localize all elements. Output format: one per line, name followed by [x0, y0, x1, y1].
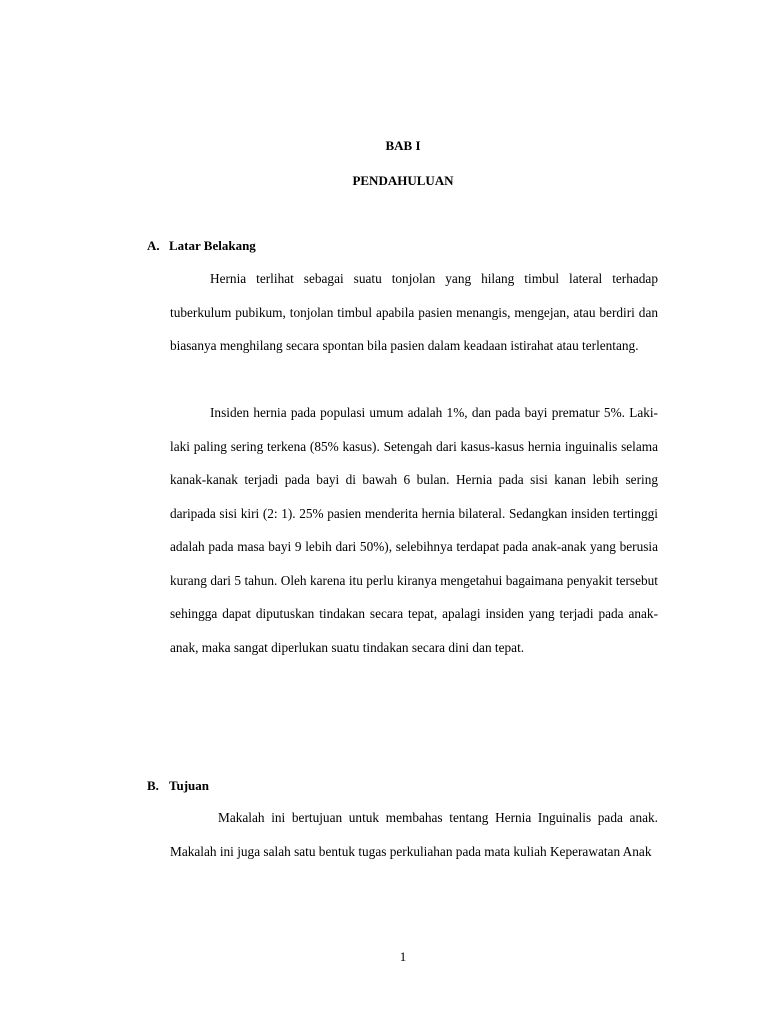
- chapter-title: PENDAHULUAN: [352, 173, 454, 188]
- chapter-number: BAB I: [385, 138, 421, 153]
- body-paragraph: Makalah ini bertujuan untuk membahas tentang Hernia Inguinalis pada anak. Makalah ini juga salah satu bentuk tugas perkuliahan pada mata kuliah Keperawatan Anak: [170, 810, 658, 859]
- body-paragraph: Hernia terlihat sebagai suatu tonjolan yang hilang timbul lateral terhadap tuberkulum pubikum, tonjolan timbul apabila pasien menangis, mengejan, atau berdiri dan biasanya menghilang secara spontan bila pasien dalam keadaan istirahat atau terlentang.: [170, 271, 658, 353]
- section-heading-text: Tujuan: [169, 778, 209, 793]
- section-heading-tujuan: [147, 778, 209, 794]
- section-heading-latar-belakang: [147, 238, 256, 254]
- section-heading-text: Latar Belakang: [169, 238, 256, 253]
- body-paragraph: Insiden hernia pada populasi umum adalah 1%, dan pada bayi prematur 5%. Laki-laki paling sering terkena (85% kasus). Setengah dari kasus-kasus hernia inguinalis selama kanak-kanak terjadi pada bayi di bawah 6 bulan. Hernia pada sisi kanan lebih sering daripada sisi kiri (2: 1). 25% pasien menderita hernia bilateral. Sedangkan insiden tertinggi adalah pada masa bayi 9 lebih dari 50%), selebihnya terdapat pada anak-anak yang berusia kurang dari 5 tahun. Oleh karena itu perlu kiranya mengetahui bagaimana penyakit tersebut sehingga dapat diputuskan tindakan secara tepat, apalagi insiden yang terjadi pada anak-anak, maka sangat diperlukan suatu tindakan secara dini dan tepat.: [170, 405, 658, 655]
- section-marker: A.: [147, 238, 160, 253]
- page-number: 1: [399, 949, 407, 964]
- section-marker: B.: [147, 778, 159, 793]
